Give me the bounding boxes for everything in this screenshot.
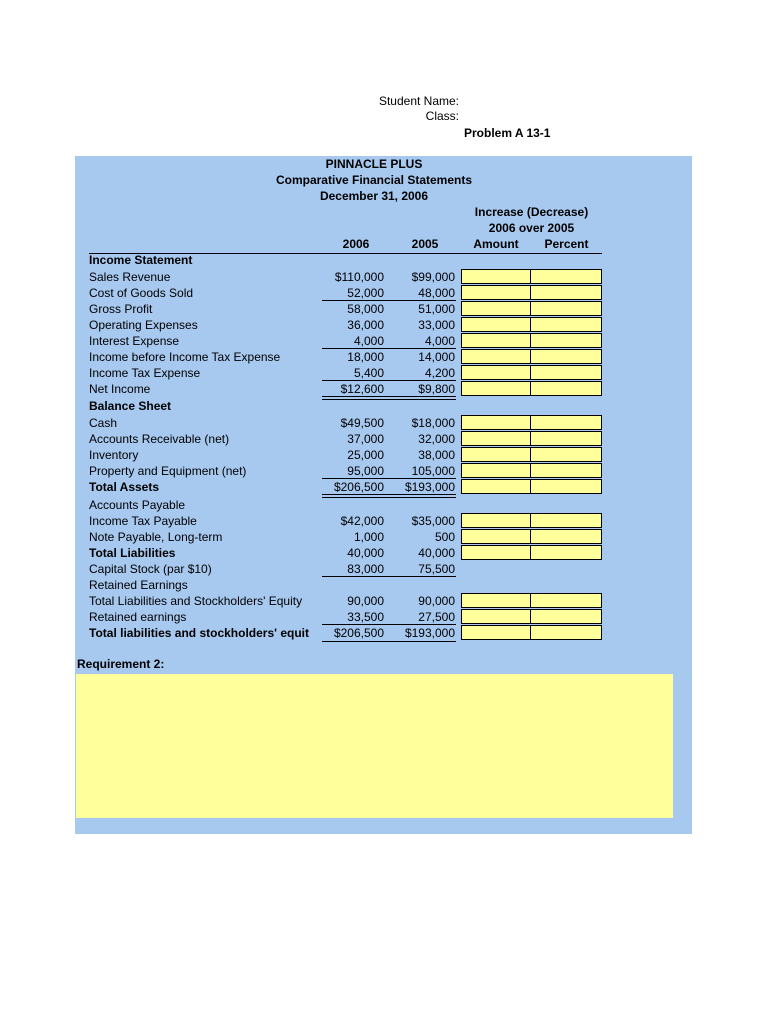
value-2005: $35,000	[411, 514, 455, 528]
amount-input-cell[interactable]	[461, 349, 531, 364]
row-label: Accounts Receivable (net)	[89, 432, 230, 446]
percent-input-cell[interactable]	[531, 609, 602, 624]
value-2005: 48,000	[418, 286, 455, 300]
table-row	[0, 593, 768, 609]
table-row	[0, 301, 768, 317]
value-2005: 27,500	[418, 610, 455, 624]
value-2005: 14,000	[418, 350, 455, 364]
value-2005: 75,500	[418, 562, 455, 576]
row-label: Accounts Payable	[89, 498, 186, 512]
amount-input-cell[interactable]	[461, 463, 531, 478]
value-2005: $9,800	[418, 382, 455, 396]
value-2005: 33,000	[418, 318, 455, 332]
value-2006: 18,000	[347, 350, 384, 364]
amount-input-cell[interactable]	[461, 381, 531, 396]
percent-input-cell[interactable]	[531, 349, 602, 364]
value-2006: 83,000	[347, 562, 384, 576]
amount-input-cell[interactable]	[461, 545, 531, 560]
value-2006: 25,000	[347, 448, 384, 462]
percent-input-cell[interactable]	[531, 365, 602, 380]
row-label: Total liabilities and stockholders' equit	[89, 626, 310, 640]
value-2005: 51,000	[418, 302, 455, 316]
value-2005: $193,000	[404, 626, 455, 640]
amount-input-cell[interactable]	[461, 447, 531, 462]
class-label: Class:	[425, 109, 459, 123]
row-label: Income Tax Payable	[89, 514, 197, 528]
percent-input-cell[interactable]	[531, 513, 602, 528]
percent-input-cell[interactable]	[531, 431, 602, 446]
amount-input-cell[interactable]	[461, 529, 531, 544]
amount-input-cell[interactable]	[461, 625, 531, 640]
value-2005: 4,000	[424, 334, 455, 348]
increase-subheader: 2006 over 2005	[488, 221, 575, 235]
value-2006: $12,600	[340, 382, 384, 396]
value-2006: 5,400	[353, 366, 384, 380]
amount-input-cell[interactable]	[461, 269, 531, 284]
table-row	[0, 625, 768, 641]
percent-input-cell[interactable]	[531, 333, 602, 348]
amount-input-cell[interactable]	[461, 365, 531, 380]
value-2006: 33,500	[347, 610, 384, 624]
amount-input-cell[interactable]	[461, 609, 531, 624]
row-label: Cash	[89, 416, 118, 430]
row-label: Total Liabilities	[89, 546, 176, 560]
table-row	[0, 463, 768, 479]
problem-label: Problem A 13-1	[464, 126, 551, 140]
value-2006: $206,500	[333, 480, 384, 494]
table-row	[0, 577, 768, 593]
table-row	[0, 513, 768, 529]
percent-input-cell[interactable]	[531, 415, 602, 430]
table-row	[0, 349, 768, 365]
value-2005: 38,000	[418, 448, 455, 462]
amount-input-cell[interactable]	[461, 513, 531, 528]
row-label: Property and Equipment (net)	[89, 464, 247, 478]
amount-input-cell[interactable]	[461, 333, 531, 348]
percent-input-cell[interactable]	[531, 381, 602, 396]
row-label: Sales Revenue	[89, 270, 171, 284]
table-row	[0, 447, 768, 463]
table-row	[0, 431, 768, 447]
col-2006-header: 2006	[342, 237, 370, 251]
value-2006: $110,000	[334, 270, 384, 284]
requirement-2-answer-box[interactable]	[76, 674, 673, 818]
value-2005: 40,000	[418, 546, 455, 560]
value-2005: 90,000	[418, 594, 455, 608]
value-2006: $49,500	[340, 416, 384, 430]
table-row	[0, 545, 768, 561]
increase-header: Increase (Decrease)	[474, 205, 589, 219]
row-label: Inventory	[89, 448, 139, 462]
amount-input-cell[interactable]	[461, 285, 531, 300]
value-2006: 4,000	[353, 334, 384, 348]
table-row	[0, 609, 768, 625]
percent-input-cell[interactable]	[531, 285, 602, 300]
amount-input-cell[interactable]	[461, 317, 531, 332]
value-2006: 40,000	[347, 546, 384, 560]
percent-input-cell[interactable]	[531, 479, 602, 494]
value-2005: 32,000	[418, 432, 455, 446]
percent-input-cell[interactable]	[531, 269, 602, 284]
amount-input-cell[interactable]	[461, 301, 531, 316]
value-2006: 52,000	[347, 286, 384, 300]
total-double-rule	[322, 396, 456, 400]
row-label: Income before Income Tax Expense	[89, 350, 281, 364]
table-row	[0, 285, 768, 301]
table-row	[0, 317, 768, 333]
table-row	[0, 497, 768, 513]
table-row	[0, 333, 768, 349]
value-2006: $42,000	[340, 514, 384, 528]
row-label: Gross Profit	[89, 302, 153, 316]
amount-input-cell[interactable]	[461, 479, 531, 494]
percent-input-cell[interactable]	[531, 625, 602, 640]
row-label: Net Income	[89, 382, 151, 396]
value-2006: 37,000	[347, 432, 384, 446]
percent-input-cell[interactable]	[531, 317, 602, 332]
percent-input-cell[interactable]	[531, 529, 602, 544]
value-2006: $206,500	[333, 626, 384, 640]
value-2006: 90,000	[347, 594, 384, 608]
percent-input-cell[interactable]	[531, 545, 602, 560]
row-label: Total Liabilities and Stockholders' Equity	[89, 594, 303, 608]
value-2006: 95,000	[347, 464, 384, 478]
row-label: Income Tax Expense	[89, 366, 201, 380]
table-row	[0, 381, 768, 397]
company-name: PINNACLE PLUS	[325, 157, 423, 171]
percent-input-cell[interactable]	[531, 593, 602, 608]
table-row	[0, 529, 768, 545]
row-label: Retained Earnings	[89, 578, 188, 592]
requirement-2-label: Requirement 2:	[77, 657, 165, 671]
row-label: Cost of Goods Sold	[89, 286, 194, 300]
table-row	[0, 479, 768, 495]
table-row	[0, 415, 768, 431]
statement-date: December 31, 2006	[319, 189, 429, 203]
student-name-label: Student Name:	[378, 94, 459, 108]
total-rule	[322, 641, 456, 642]
percent-input-cell[interactable]	[531, 301, 602, 316]
table-row	[0, 561, 768, 577]
percent-input-cell[interactable]	[531, 463, 602, 478]
amount-input-cell[interactable]	[461, 431, 531, 446]
income-statement-heading: Income Statement	[89, 253, 193, 267]
value-2006: 58,000	[347, 302, 384, 316]
value-2006: 36,000	[347, 318, 384, 332]
statement-title: Comparative Financial Statements	[275, 173, 473, 187]
row-label: Capital Stock (par $10)	[89, 562, 212, 576]
col-percent-header: Percent	[544, 237, 589, 251]
value-2005: 500	[434, 530, 455, 544]
value-2005: $193,000	[404, 480, 455, 494]
table-row	[0, 365, 768, 381]
row-label: Total Assets	[89, 480, 160, 494]
balance-sheet-heading: Balance Sheet	[89, 399, 172, 413]
col-2005-header: 2005	[411, 237, 439, 251]
value-2005: $18,000	[411, 416, 455, 430]
percent-input-cell[interactable]	[531, 447, 602, 462]
value-2006: 1,000	[353, 530, 384, 544]
amount-input-cell[interactable]	[461, 415, 531, 430]
table-row	[0, 269, 768, 285]
row-label: Note Payable, Long-term	[89, 530, 223, 544]
row-label: Retained earnings	[89, 610, 187, 624]
amount-input-cell[interactable]	[461, 593, 531, 608]
value-2005: 105,000	[411, 464, 455, 478]
value-2005: $99,000	[411, 270, 455, 284]
value-2005: 4,200	[424, 366, 455, 380]
row-label: Interest Expense	[89, 334, 180, 348]
col-amount-header: Amount	[473, 237, 519, 251]
row-label: Operating Expenses	[89, 318, 198, 332]
